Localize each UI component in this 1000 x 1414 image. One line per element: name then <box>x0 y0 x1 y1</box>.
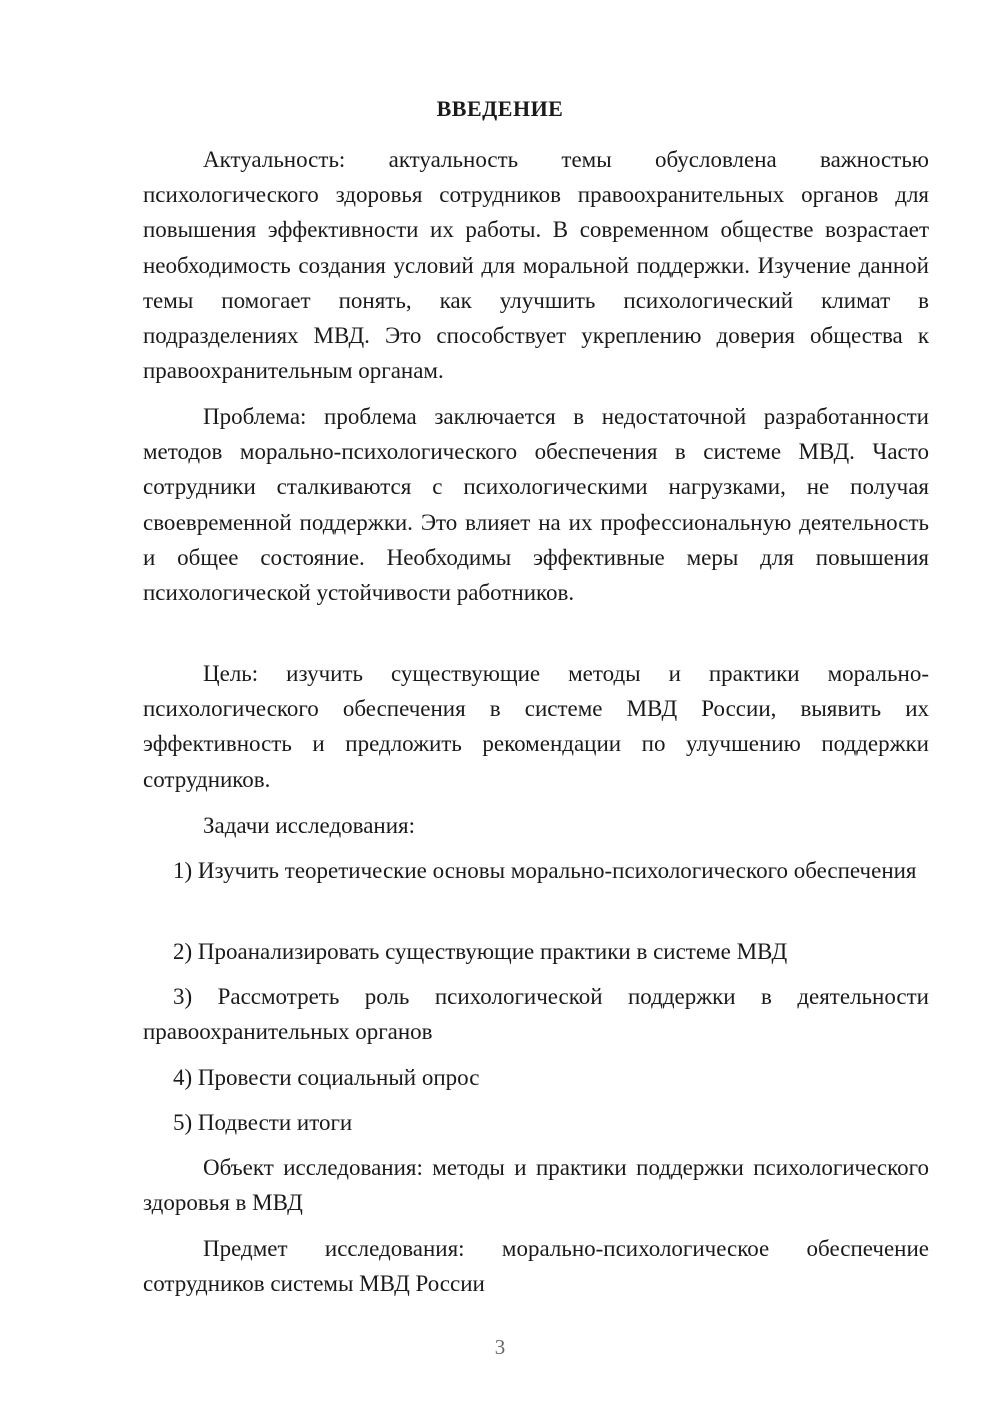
paragraph-object: Объект исследования: методы и практики поддержки психологического здоровья в МВД <box>143 1155 929 1216</box>
paragraph-relevance: Актуальность: актуальность темы обусловлена важностью психологического здоровья сотрудников правоохранительных органов для повышения эффективности их работы. В современном обществе возрастает необходимость создания условий для моральной поддержки. Изучение данной темы помогает понять, как улучшить психологический климат в подразделениях МВД. Это способствует укреплению доверия общества к правоохранительным органам. <box>143 147 929 384</box>
task-item-1: 1) Изучить теоретические основы морально-психологического обеспечения <box>173 858 917 883</box>
paragraph-tasks-heading: Задачи исследования: <box>203 813 416 838</box>
paragraph-subject: Предмет исследования: морально-психологическое обеспечение сотрудников системы МВД России <box>143 1236 929 1297</box>
page-number: 3 <box>494 1335 506 1359</box>
paragraph-problem: Проблема: проблема заключается в недостаточной разработанности методов морально-психологического обеспечения в системе МВД. Часто сотрудники сталкиваются с психологическими нагрузками, не получая своевременной поддержки. Это влияет на их профессиональную деятельность и общее состояние. Необходимы эффективные меры для повышения психологической устойчивости работников. <box>143 404 929 606</box>
task-item-2: 2) Проанализировать существующие практики в системе МВД <box>173 939 788 964</box>
paragraph-goal: Цель: изучить существующие методы и практики морально-психологического обеспечения в системе МВД России, выявить их эффективность и предложить рекомендации по улучшению поддержки сотрудников. <box>143 661 929 792</box>
task-item-3: 3) Рассмотреть роль психологической поддержки в деятельности правоохранительных органов <box>143 984 929 1045</box>
page-title: ВВЕДЕНИЕ <box>436 96 564 121</box>
task-item-5: 5) Подвести итоги <box>173 1110 353 1135</box>
task-item-4: 4) Провести социальный опрос <box>173 1065 480 1090</box>
